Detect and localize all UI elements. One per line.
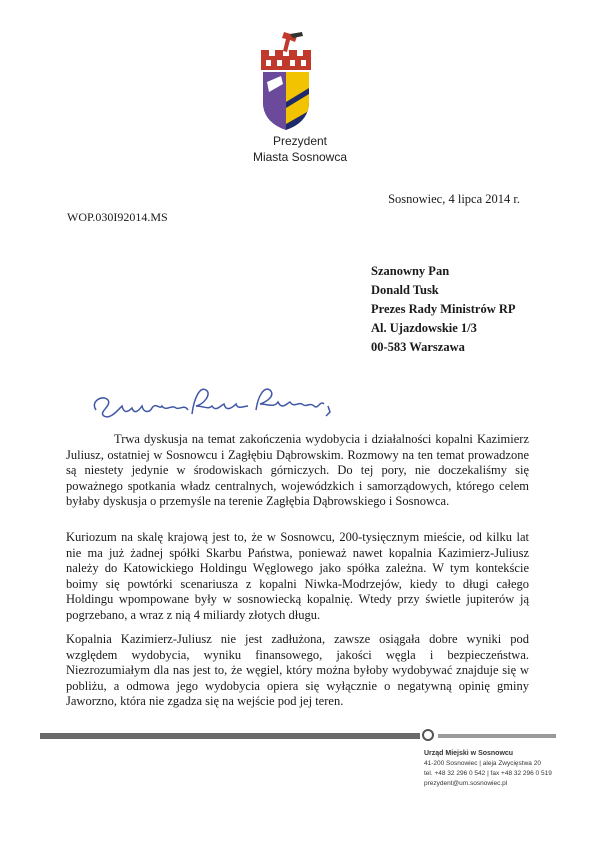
body-paragraph-1: Trwa dyskusja na temat zakończenia wydobycia i działalności kopalni Kazimierz Juliusz, ostatniej w Sosnowcu i Zagłębiu Dąbrowskim. Rozmowy na ten temat prowadzone są niestety jedynie w środowiskach górniczych. Do tej pory, nie doczekaliśmy się poważnego spotkania władz centralnych, wojewódzkich i samorządowych, którego celem byłaby dyskusja o przemyśle na terenie Zagłębia Dąbrowskiego i Sosnowca. xyxy=(66,432,529,508)
footer-divider-dot xyxy=(422,729,434,741)
footer-email: prezydent@um.sosnowiec.pl xyxy=(424,780,508,787)
letterhead-title-line2: Miasta Sosnowca xyxy=(252,150,348,164)
footer-contact xyxy=(424,749,552,789)
dateline: Sosnowiec, 4 lipca 2014 r. xyxy=(388,192,520,206)
city-crest-logo xyxy=(257,30,315,132)
footer-office-name: Urząd Miejski w Sosnowcu xyxy=(424,750,514,757)
body-paragraph-2: Kuriozum na skalę krajową jest to, że w Sosnowcu, 200-tysięcznym mieście, od kilku lat nie ma już żadnej spółki Skarbu Państwa, ponieważ nawet kopalnia Kazimierz-Juliusz należy do Katowickiego Holdingu Węglowego jako spółka zależna. W tym kontekście boimy się powtórki scenariusza z kopalni Niwka-Modrzejów, kiedy to długi całego Holdingu wpompowane były w sosnowiecką kopalnię. Wtedy przy świetle jupiterów ją pogrzebano, a wraz z nią 4 miliardy złotych długu. xyxy=(66,530,529,622)
footer-address: 41-200 Sosnowiec | aleja Zwycięstwa 20 xyxy=(424,760,541,767)
addressee-block xyxy=(371,262,516,357)
reference-number: WOP.030I92014.MS xyxy=(67,210,168,224)
letterhead-title-line1: Prezydent xyxy=(272,134,328,148)
addressee-line: Prezes Rady Ministrów RP xyxy=(371,302,516,316)
handwritten-salutation xyxy=(88,380,338,430)
addressee-line: 00-583 Warszawa xyxy=(371,340,465,354)
addressee-line: Al. Ujazdowskie 1/3 xyxy=(371,321,477,335)
footer-divider-bar-right xyxy=(438,734,556,738)
addressee-line: Donald Tusk xyxy=(371,283,439,297)
footer-phone: tel. +48 32 296 0 542 | fax +48 32 296 0 519 xyxy=(424,770,552,777)
body-paragraph-3: Kopalnia Kazimierz-Juliusz nie jest zadłużona, zawsze osiągała dobre wyniki pod względem wydobycia, wyniku finansowego, jakości węgla i bezpieczeństwa. Niezrozumiałym dla nas jest to, że węgiel, który można byłoby wydobywać znajduje się w pobliżu, a odmowa jego wydobycia opiera się wyłącznie o negatywną opinię gminy Jaworzno, która nie zgadza się na wejście pod jej teren. xyxy=(66,632,529,708)
addressee-line: Szanowny Pan xyxy=(371,264,450,278)
footer-divider-bar xyxy=(40,733,420,739)
